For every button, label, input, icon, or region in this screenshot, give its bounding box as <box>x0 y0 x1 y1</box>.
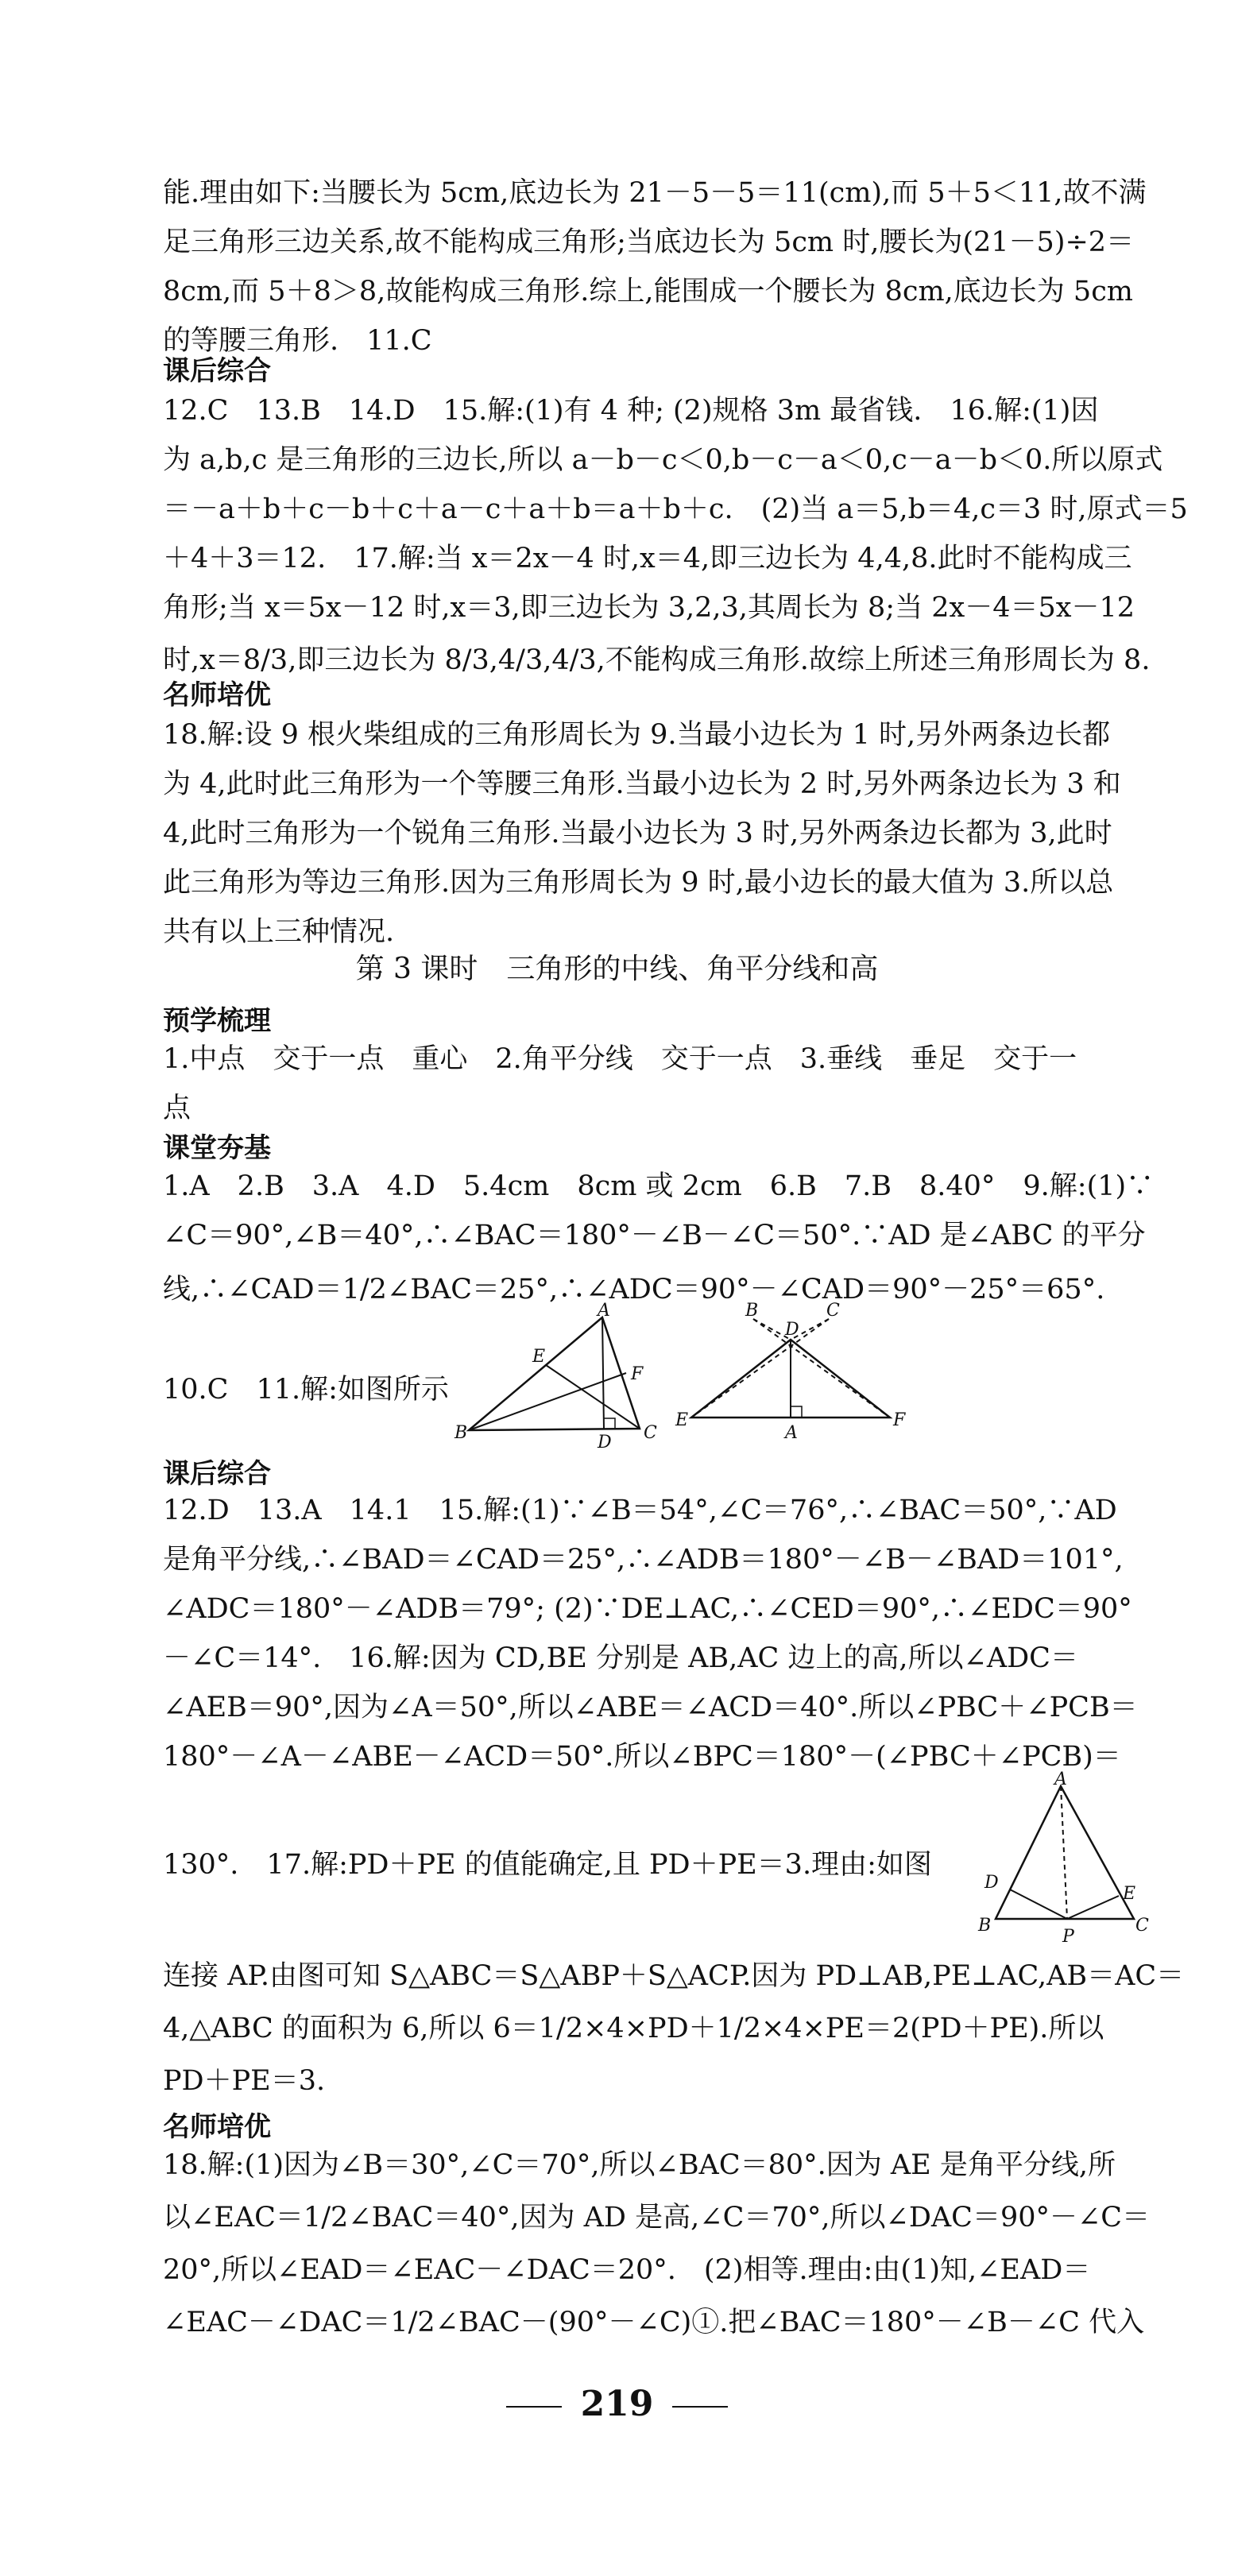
text-line: 18.解:设 9 根火柴组成的三角形周长为 9.当最小边长为 1 时,另外两条边长都 <box>163 719 1111 751</box>
section-heading: 课后综合 <box>163 355 271 387</box>
label-b: B <box>978 1916 992 1936</box>
section-heading: 预学梳理 <box>163 1005 271 1037</box>
section-heading: 课后综合 <box>163 1458 271 1490</box>
dashed-ce <box>691 1319 829 1418</box>
text-line: 12.C 13.B 14.D 15.解:(1)有 4 种; (2)规格 3m 最省钱. 16.解:(1)因 <box>163 395 1099 427</box>
text-line: 4,此时三角形为一个锐角三角形.当最小边长为 3 时,另外两条边长都为 3,此时 <box>163 818 1112 849</box>
text-line: 8cm,而 5＋8＞8,故能构成三角形.综上,能围成一个腰长为 8cm,底边长为 5cm <box>163 276 1133 307</box>
label-c: C <box>644 1423 657 1443</box>
label-a: A <box>1054 1770 1067 1789</box>
text-line: ∠ADC＝180°－∠ADB＝79°; (2)∵DE⊥AC,∴∠CED＝90°,∴∠EDC＝90° <box>163 1593 1132 1625</box>
text-line: 以∠EAC＝1/2∠BAC＝40°,因为 AD 是高,∠C＝70°,所以∠DAC＝90°－∠C＝ <box>163 2202 1151 2234</box>
text-line: 能.理由如下:当腰长为 5cm,底边长为 21－5－5＝11(cm),而 5＋5＜11,故不满 <box>163 177 1147 209</box>
text-line: 时,x＝8/3,即三边长为 8/3,4/3,4/3,不能构成三角形.故综上所述三角形周长为 8. <box>163 644 1151 676</box>
section-heading: 课堂夯基 <box>163 1132 271 1164</box>
section-heading: 名师培优 <box>163 2111 271 2143</box>
segment-bf <box>469 1373 626 1430</box>
text-line: 点 <box>163 1093 191 1124</box>
label-b: B <box>745 1301 759 1321</box>
text-line: 线,∴∠CAD＝1/2∠BAC＝25°,∴∠ADC＝90°－∠CAD＝90°－25°＝65°. <box>163 1274 1105 1305</box>
label-b: B <box>455 1423 468 1443</box>
text-line: 为 4,此时此三角形为一个等腰三角形.当最小边长为 2 时,另外两条边长为 3 和 <box>163 768 1121 800</box>
label-e: E <box>1123 1884 1136 1904</box>
text-line: 1.中点 交于一点 重心 2.角平分线 交于一点 3.垂线 垂足 交于一 <box>163 1043 1077 1075</box>
text-line: 共有以上三种情况. <box>163 916 395 948</box>
label-a: A <box>785 1423 798 1443</box>
text-line: 的等腰三角形. 11.C <box>163 325 432 357</box>
text-line: ∠EAC－∠DAC＝1/2∠BAC－(90°－∠C)①.把∠BAC＝180°－∠B－∠C 代入 <box>163 2307 1145 2338</box>
dashed-ap <box>1061 1786 1067 1919</box>
perpendicular-pd <box>1010 1889 1067 1919</box>
text-line: 为 a,b,c 是三角形的三边长,所以 a－b－c＜0,b－c－a＜0,c－a－b＜0.所以原式 <box>163 444 1163 476</box>
label-c: C <box>1135 1916 1149 1936</box>
text-line: 18.解:(1)因为∠B＝30°,∠C＝70°,所以∠BAC＝80°.因为 AE 是角平分线,所 <box>163 2149 1116 2181</box>
text-line: 10.C 11.解:如图所示 <box>163 1374 449 1406</box>
page-number <box>0 2384 1234 2424</box>
right-angle-mark <box>791 1406 802 1418</box>
altitude-ad <box>602 1317 604 1429</box>
label-c: C <box>826 1301 840 1321</box>
text-line: ＝－a＋b＋c－b＋c＋a－c＋a＋b＝a＋b＋c. (2)当 a＝5,b＝4,c＝3 时,原式＝5 <box>163 493 1188 525</box>
text-line: 是角平分线,∴∠BAD＝∠CAD＝25°,∴∠ADB＝180°－∠B－∠BAD＝101°, <box>163 1544 1124 1576</box>
label-d: D <box>984 1873 999 1893</box>
section-heading: 名师培优 <box>163 679 271 711</box>
dashed-bf <box>753 1319 890 1418</box>
label-d: D <box>785 1320 799 1340</box>
dash-right <box>672 2406 728 2408</box>
triangle-figure-abc <box>453 1301 660 1452</box>
triangle-figure-pde <box>973 1770 1149 1947</box>
label-e: E <box>675 1410 689 1430</box>
text-line: ∠C＝90°,∠B＝40°,∴∠BAC＝180°－∠B－∠C＝50°.∵AD 是∠ABC 的平分 <box>163 1220 1146 1251</box>
dash-left <box>506 2406 562 2408</box>
text-line: PD＋PE＝3. <box>163 2065 326 2097</box>
text-line: 此三角形为等边三角形.因为三角形周长为 9 时,最小边长的最大值为 3.所以总 <box>163 867 1114 899</box>
text-line: 角形;当 x＝5x－12 时,x＝3,即三边长为 3,2,3,其周长为 8;当 2x－4＝5x－12 <box>163 592 1135 624</box>
text-line: 20°,所以∠EAD＝∠EAC－∠DAC＝20°. (2)相等.理由:由(1)知,∠EAD＝ <box>163 2254 1091 2286</box>
text-line: 130°. 17.解:PD＋PE 的值能确定,且 PD＋PE＝3.理由:如图 <box>163 1849 932 1881</box>
triangle-abc <box>469 1317 640 1430</box>
perpendicular-pe <box>1067 1896 1119 1919</box>
label-p: P <box>1062 1927 1074 1947</box>
label-a: A <box>598 1301 610 1321</box>
text-line: 4,△ABC 的面积为 6,所以 6＝1/2×4×PD＋1/2×4×PE＝2(PD＋PE).所以 <box>163 2013 1104 2044</box>
label-d: D <box>598 1433 612 1452</box>
text-line: 12.D 13.A 14.1 15.解:(1)∵∠B＝54°,∠C＝76°,∴∠BAC＝50°,∵AD <box>163 1495 1117 1526</box>
text-line: 足三角形三边关系,故不能构成三角形;当底边长为 5cm 时,腰长为(21－5)÷2＝ <box>163 226 1135 258</box>
label-e: E <box>532 1347 546 1367</box>
text-line: ＋4＋3＝12. 17.解:当 x＝2x－4 时,x＝4,即三边长为 4,4,8.此时不能构成三 <box>163 543 1132 574</box>
page-number-text: 219 <box>580 2384 654 2424</box>
text-line: 180°－∠A－∠ABE－∠ACD＝50°.所以∠BPC＝180°－(∠PBC＋∠PCB)＝ <box>163 1741 1121 1773</box>
lesson-title: 第 3 课时 三角形的中线、角平分线和高 <box>355 953 879 985</box>
text-line: 1.A 2.B 3.A 4.D 5.4cm 8cm 或 2cm 6.B 7.B 8.40° 9.解:(1)∵ <box>163 1170 1155 1202</box>
right-angle-mark <box>604 1418 615 1429</box>
text-line: ∠AEB＝90°,因为∠A＝50°,所以∠ABE＝∠ACD＝40°.所以∠PBC＋∠PCB＝ <box>163 1692 1138 1723</box>
label-f: F <box>893 1410 906 1430</box>
text-line: －∠C＝14°. 16.解:因为 CD,BE 分别是 AB,AC 边上的高,所以∠ADC＝ <box>163 1642 1078 1674</box>
text-line: 连接 AP.由图可知 S△ABC＝S△ABP＋S△ACP.因为 PD⊥AB,PE⊥AC,AB＝AC＝ <box>163 1960 1185 1992</box>
triangle-figure-def <box>675 1301 906 1446</box>
label-f: F <box>631 1364 644 1384</box>
